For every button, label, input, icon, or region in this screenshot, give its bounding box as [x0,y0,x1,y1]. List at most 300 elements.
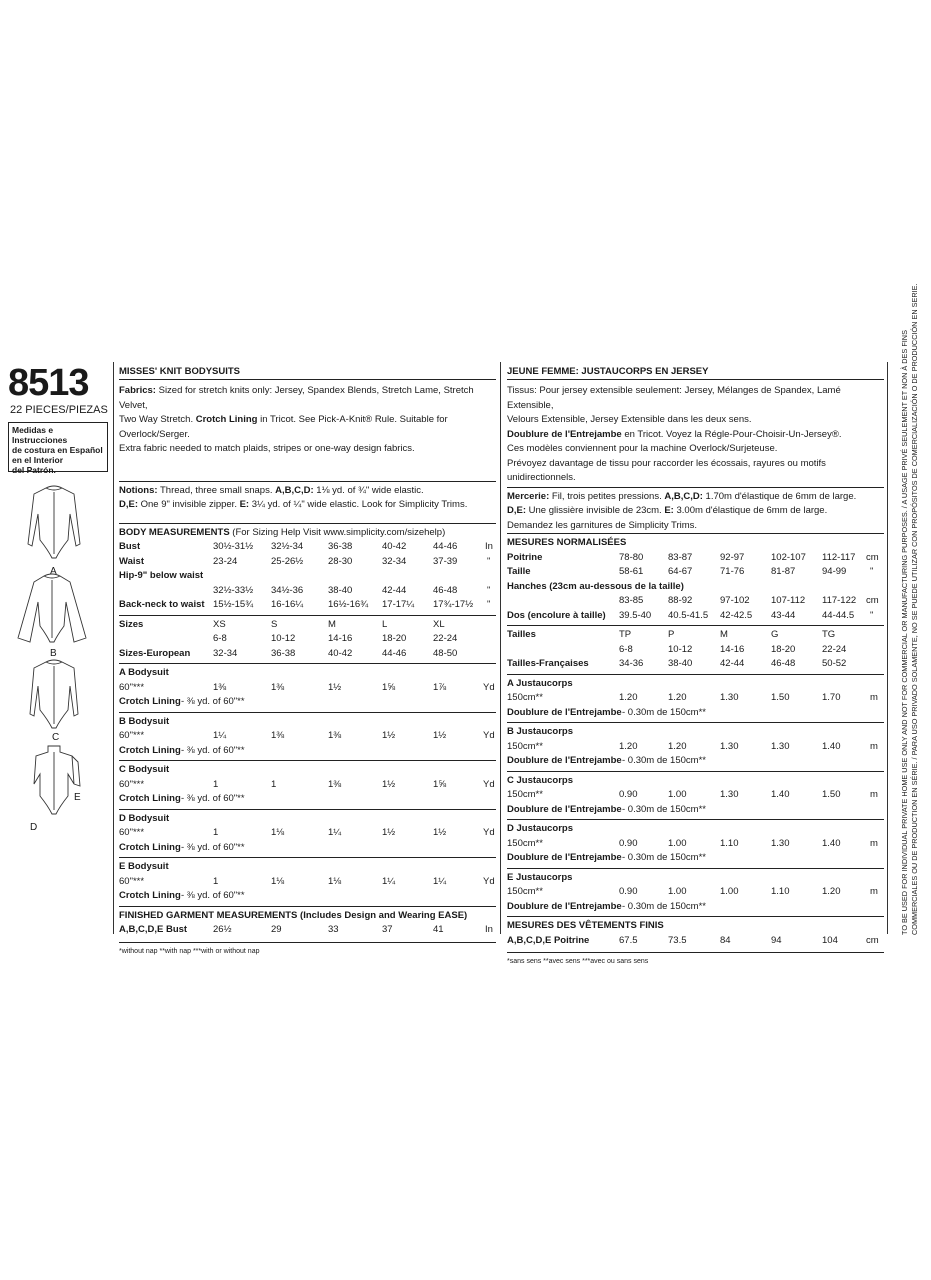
yardage-row [119,729,496,744]
row-label: Tailles-Françaises [507,658,589,669]
fabrics-line: Extra fabric needed to match plaids, stripes or one-way design fabrics. [119,443,415,454]
cell: 1.00 [668,886,687,897]
view-b-sketch [14,572,90,648]
cell: P [668,629,675,640]
unit: " [487,599,491,610]
divider [119,809,496,810]
view-letter-e: E [74,792,81,803]
cell: 32½-33½ [213,584,254,596]
cell: 0.90 [619,886,638,897]
lining-row [507,900,884,915]
cell: 46-48 [771,658,796,669]
view-letter-c: C [52,732,60,743]
notions-line: 3¼ yd. of ¼" wide elastic. Look for Simplicity Trims. [249,499,468,510]
lining-row [119,841,496,856]
unit: m [870,886,878,897]
view-name-row [507,677,884,692]
row-label: Poitrine [507,551,543,563]
cell: 14-16 [720,643,745,655]
cell: 0.90 [619,837,638,849]
cell: XL [433,618,445,630]
cell: 94 [771,934,782,946]
view-d-sketch [22,744,86,818]
cell: 1⅜ [213,681,227,693]
cell: 42-42.5 [720,609,753,621]
view-name: C Bodysuit [119,764,170,775]
cell: 46-48 [433,584,458,596]
finished-row [119,923,496,938]
tissus-line: Prévoyez davantage de tissu pour raccorder les écossais, rayures ou motifs unidirectionnels. [507,457,826,483]
cell: 40-42 [328,647,353,659]
fabric-width: 150cm** [507,692,543,703]
fabric-width: 60"*** [119,875,145,887]
tissus-line: Tissus: Pour jersey extensible seulement: Jersey, Mélanges de Spandex, Lamé Extensible, [507,385,841,411]
mercerie-line: Une glissière invisible de 23cm. [526,505,665,516]
view-name: E Bodysuit [119,861,169,872]
unit: cm [866,595,879,606]
cell: 18-20 [382,633,407,644]
unit: Yd [483,681,495,693]
cell: 1 [213,827,219,838]
divider-left [113,362,114,934]
lining-row [119,744,496,759]
cell: 107-112 [771,595,806,606]
cell: 1½ [382,730,396,741]
cell: 117-122 [822,595,857,606]
cell: 1.30 [720,740,739,752]
cell: 44-44.5 [822,609,855,621]
lining-text: - 0.30m de 150cm** [622,755,706,766]
divider [119,760,496,761]
cell: M [720,629,728,640]
cell: XS [213,618,226,630]
cell: 1⅜ [328,730,342,741]
unit: " [870,609,874,621]
cell: 34-36 [619,658,644,669]
cell: 1⅛ [271,827,285,838]
view-name-row [119,812,496,827]
cell: 34½-36 [271,584,304,596]
lining-text: - 0.30m de 150cm** [622,852,706,863]
view-name: B Justaucorps [507,726,573,737]
yardage-row [507,788,884,803]
body-measurements-title: MESURES NORMALISÉES [507,537,627,548]
lining-text: - ⅜ yd. of 60"** [181,744,245,756]
view-name-row [119,860,496,875]
cell: 10-12 [668,643,693,655]
cell: 1.20 [619,692,638,703]
view-a-sketch [22,484,86,564]
view-letter-a: A [50,566,57,577]
view-c-sketch [22,658,86,732]
view-name: D Bodysuit [119,812,170,824]
row-label: Hip-9" below waist [119,570,204,581]
mercerie-line: 3.00m d'élastique de 6mm de large. [673,505,828,516]
lining-text: - ⅜ yd. of 60"** [181,793,245,804]
lining-row [119,889,496,904]
view-name-row [507,725,884,740]
divider [507,674,884,675]
divider-right [887,362,888,934]
cell: 22-24 [433,633,458,644]
notions-views: A,B,C,D: [275,484,314,496]
mercerie-text [507,488,884,534]
cell: 1 [271,778,277,790]
notions-label: Notions: [119,484,158,496]
cell: 28-30 [328,555,353,567]
cell: 1⅜ [328,778,342,790]
cell: 1.70 [822,692,841,703]
divider-middle [500,362,501,934]
row-label: Sizes [119,618,144,630]
lining-label: Doublure de l'Entrejambe [507,900,622,912]
cell: 48-50 [433,647,458,659]
cell: 1½ [433,730,447,741]
view-name-row [119,666,496,681]
hip-label-row [119,569,496,584]
pattern-number: 8513 [8,362,89,404]
cell: 1.00 [668,789,687,800]
unit: cm [866,934,879,946]
lining-label: Doublure de l'Entrejambe [507,852,622,863]
pieces-count: 22 PIECES/PIEZAS [10,404,108,416]
row-label: Waist [119,555,144,567]
unit: m [870,692,878,703]
cell: 104 [822,934,838,946]
doublure-label: Doublure de l'Entrejambe [507,428,622,440]
cell: 14-16 [328,633,353,644]
notions-views: E: [239,499,250,510]
yardage-row [507,740,884,755]
cell: 10-12 [271,633,296,644]
cell: 1¼ [382,875,396,887]
lining-text: - ⅜ yd. of 60"** [181,890,245,901]
sizes-european-row [119,647,496,662]
view-name: E Justaucorps [507,871,573,883]
note-line: del Patrón. [12,465,56,475]
cell: TG [822,629,836,640]
notions-views: D,E: [119,499,138,510]
footnote: *without nap **with nap ***with or without nap [119,947,260,955]
divider [119,906,496,907]
cell: 43-44 [771,609,796,621]
divider [119,857,496,858]
cell: 1⅝ [382,681,396,693]
lining-label: Doublure de l'Entrejambe [507,755,622,766]
notions-line: One 9" invisible zipper. [138,499,240,510]
yardage-row [119,778,496,793]
cell: 25-26½ [271,555,304,567]
tissus-text [507,380,884,486]
lining-row [119,695,496,710]
cell: 58-61 [619,566,644,577]
cell: 1.20 [668,740,687,752]
lining-row [507,706,884,721]
cell: 92-97 [720,551,745,563]
unit: Yd [483,827,495,838]
hanches-row [507,594,884,609]
cell: 1.00 [668,837,687,849]
unit: Yd [483,875,495,887]
lining-text: - 0.30m de 150cm** [622,900,706,912]
yardage-row [507,885,884,900]
finished-row [507,934,884,949]
cell: 38-40 [328,584,353,596]
unit: cm [866,551,879,563]
cell: 32½-34 [271,541,304,552]
cell: 44-46 [382,647,407,659]
lining-label: Crotch Lining [119,696,181,707]
tissus-line: Ces modèles conviennent pour la machine Overlock/Surjeteuse. [507,443,778,454]
cell: 26½ [213,924,232,935]
fabrics-text [119,380,496,457]
unit: In [485,924,493,935]
mercerie-line: Fil, trois petites pressions. [549,490,665,502]
cell: 1⅜ [271,730,285,741]
cell: 1¼ [328,827,342,838]
cell: 1½ [328,681,342,693]
cell: M [328,618,336,630]
legal-line: COMMERCIALES OU DE PRODUCTION EN SÉRIE. / PARA USO PRIVADO SOLAMENTE, NO SE PUEDE UTILIZAR CON PROPÓSITOS DE COMERCIALIZACIÓN O DE PRODUCCIÓN EN SERIE. [910,283,919,935]
cell: 64-67 [668,566,693,577]
note-line: de costura en Español [12,445,103,455]
cell: 1.20 [619,740,638,752]
cell: 29 [271,924,282,935]
lining-text: - ⅜ yd. of 60"** [181,841,245,853]
cell: 44-46 [433,541,458,552]
divider [507,722,884,723]
cell: 1.30 [720,789,739,800]
divider [507,952,884,953]
mercerie-views: A,B,C,D: [664,490,703,502]
divider [507,916,884,917]
cell: 23-24 [213,555,238,567]
cell: 1⅝ [433,778,447,790]
divider [119,663,496,664]
cell: 73.5 [668,934,687,946]
lining-label: Crotch Lining [119,744,181,756]
view-letter-b: B [50,648,57,659]
cell: L [382,618,388,630]
yardage-row [507,837,884,852]
fabric-width: 60"*** [119,778,145,790]
yardage-row [119,875,496,890]
unit: Yd [483,730,495,741]
unit: m [870,740,878,752]
cell: 33 [328,924,339,935]
sizing-help-link[interactable]: (For Sizing Help Visit www.simplicity.com/sizehelp) [229,526,446,538]
view-name: B Bodysuit [119,715,170,727]
fabric-width: 150cm** [507,740,543,752]
tissus-line: Velours Extensible, Jersey Extensible dans les deux sens. [507,414,752,425]
section-title: MISSES' KNIT BODYSUITS [119,366,241,377]
mercerie-label: Mercerie: [507,490,550,502]
yardage-row [119,681,496,696]
cell: 1.50 [771,692,790,703]
cell: 1⅛ [271,875,285,887]
notions-text [119,482,496,513]
cell: 38-40 [668,658,693,669]
note-line: en el Interior [12,455,64,465]
view-name: A Justaucorps [507,677,573,689]
cell: 32-34 [382,555,407,567]
fabric-width: 60"*** [119,730,145,741]
cell: 94-99 [822,566,847,577]
tailles-francaises-row [507,657,884,672]
section-title: JEUNE FEMME: JUSTAUCORPS EN JERSEY [507,366,709,377]
fabric-width: 60"*** [119,827,145,838]
legal-line: TO BE USED FOR INDIVIDUAL PRIVATE HOME USE ONLY AND NOT FOR COMMERCIAL OR MANUFACTURING PURPOSES. / A USAGE PRIVÉ SEULEMENT ET NON À DES FINS [900,330,909,935]
crotch-lining-label: Crotch Lining [195,414,258,425]
fabric-width: 60"*** [119,681,145,693]
cell: 39.5-40 [619,609,652,621]
cell: 1.50 [822,789,841,800]
cell: 42-44 [382,584,407,596]
cell: TP [619,629,632,640]
view-letter-d: D [30,822,38,833]
cell: 16½-16¾ [328,599,369,610]
tailles-numbers-row [507,643,884,658]
cell: 32-34 [213,647,238,659]
row-label: Tailles [507,629,536,640]
mercerie-views: D,E: [507,505,526,516]
yardage-table [119,663,496,904]
cell: 71-76 [720,566,745,577]
cell: 22-24 [822,643,847,655]
cell: 37-39 [433,555,458,567]
cell: G [771,629,779,640]
notions-line: 1⅛ yd. of ¾" wide elastic. [313,484,424,496]
cell: 1½ [382,778,396,790]
sizes-row [119,618,496,633]
row-label: Sizes-European [119,647,191,659]
mercerie-line: Demandez les garnitures de Simplicity Trims. [507,519,698,531]
finished-title: FINISHED GARMENT MEASUREMENTS (Includes Design and Wearing EASE) [119,909,468,921]
cell: 1 [213,778,219,790]
cell: 1.30 [771,740,790,752]
lining-text: - 0.30m de 150cm** [622,706,706,718]
cell: 81-87 [771,566,796,577]
cell: 16-16¼ [271,599,304,610]
cell: 1½ [382,827,396,838]
cell: 1.30 [720,692,739,703]
mercerie-views: E: [664,505,674,516]
cell: 112-117 [822,551,856,563]
divider [119,712,496,713]
hanches-label-row [507,580,884,595]
fabric-width: 150cm** [507,886,543,897]
cell: 1⅞ [433,681,447,693]
view-name-row [507,774,884,789]
cell: 37 [382,924,393,935]
lining-row [507,851,884,866]
row-label: Back-neck to waist [119,599,205,610]
cell: 42-44 [720,658,745,669]
cell: 1.00 [720,886,739,897]
yardage-row [507,691,884,706]
body-measurements-title [119,524,496,541]
view-name-row [507,822,884,837]
cell: 84 [720,934,731,946]
divider [507,625,884,626]
fabrics-label: Fabrics: [119,385,156,396]
poitrine-row [507,551,884,566]
row-label: A,B,C,D,E Poitrine [507,934,590,946]
cell: S [271,618,278,630]
cell: 1.40 [822,837,841,849]
cell: 1.30 [771,837,790,849]
fabrics-line: Two Way Stretch. [119,414,196,425]
lining-row [507,803,884,818]
cell: 83-85 [619,595,644,606]
french-column [507,365,884,970]
finished-title: MESURES DES VÊTEMENTS FINIS [507,920,664,931]
lining-label: Doublure de l'Entrejambe [507,706,622,718]
body-title: BODY MEASUREMENTS [119,526,230,538]
cell: 0.90 [619,789,638,800]
view-name: D Justaucorps [507,823,573,834]
cell: 1¼ [213,730,227,741]
cell: 1¼ [433,875,447,887]
cell: 1.40 [771,789,790,800]
fabric-width: 150cm** [507,789,543,800]
divider [507,868,884,869]
cell: 6-8 [213,633,227,644]
view-name: A Bodysuit [119,667,169,678]
lining-label: Crotch Lining [119,890,181,901]
cell: 30½-31½ [213,541,254,552]
row-label: Hanches (23cm au-dessous de la taille) [507,580,684,592]
unit: m [870,789,878,800]
sizes-numbers-row [119,632,496,647]
view-name-row [507,871,884,886]
english-column [119,365,496,959]
note-line: Medidas e Instrucciones [12,425,68,445]
lining-label: Crotch Lining [119,793,181,804]
row-label: Bust [119,541,141,552]
cell: 36-38 [271,647,296,659]
cell: 17¾-17½ [433,599,474,610]
cell: 18-20 [771,643,796,655]
finished-title-row [507,919,884,934]
divider [507,771,884,772]
fabric-width: 150cm** [507,837,543,849]
fabrics-line: in Tricot. See Pick-A-Knit® Rule. Suitable for Overlock/Serger. [119,414,448,440]
cell: 17-17¼ [382,599,415,610]
row-label: Taille [507,566,531,577]
bust-row [119,540,496,555]
fabrics-line: Sized for stretch knits only: Jersey, Spandex Blends, Stretch Lame, Stretch Velvet, [119,385,474,411]
cell: 41 [433,924,444,935]
dos-row [507,609,884,624]
cell: 102-107 [771,551,806,563]
cell: 1.20 [822,886,841,897]
cell: 15½-15¾ [213,599,254,610]
yardage-row [119,826,496,841]
divider [119,615,496,616]
cell: 1.10 [720,837,739,849]
unit: m [870,837,878,849]
lining-text: - 0.30m de 150cm** [622,803,706,815]
cell: 50-52 [822,658,847,669]
lining-label: Doublure de l'Entrejambe [507,803,622,815]
cell: 40-42 [382,541,407,552]
cell: 1⅜ [271,681,285,693]
cell: 78-80 [619,551,644,563]
yardage-table [507,674,884,915]
cell: 1 [213,875,219,887]
finished-title-row [119,909,496,924]
